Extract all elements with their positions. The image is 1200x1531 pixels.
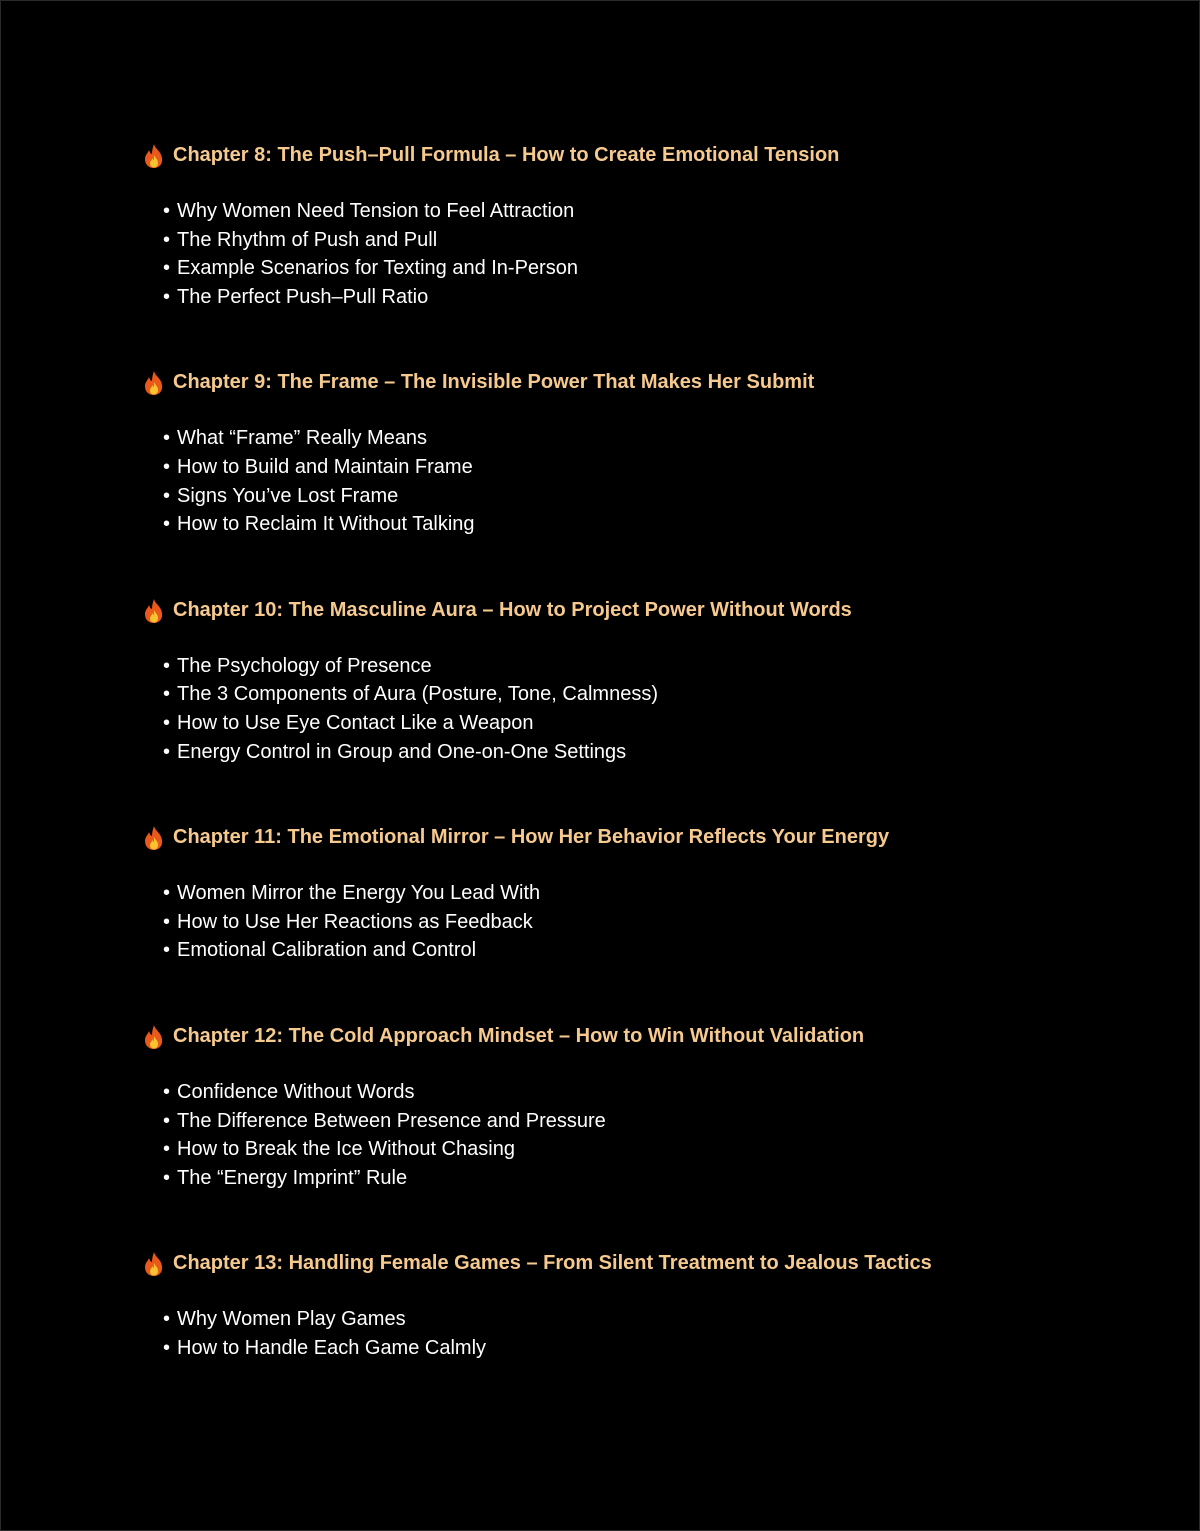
chapter-heading — [143, 822, 1143, 852]
chapter-heading — [143, 367, 1143, 397]
chapter-11 — [143, 822, 1143, 965]
list-item: • What “Frame” Really Means — [163, 424, 1143, 453]
list-item: • Energy Control in Group and One-on-One Settings — [163, 738, 1143, 767]
chapter-13 — [143, 1248, 1143, 1362]
section-spacer — [143, 311, 1143, 367]
section-spacer — [143, 539, 1143, 595]
list-item: • How to Break the Ice Without Chasing — [163, 1135, 1143, 1164]
chapter-title-text: Chapter 8: The Push–Pull Formula – How to Create Emotional Tension — [173, 144, 840, 166]
list-item: • Why Women Need Tension to Feel Attraction — [163, 197, 1143, 226]
list-item: • The Rhythm of Push and Pull — [163, 226, 1143, 255]
chapter-12 — [143, 1021, 1143, 1192]
chapter-list — [143, 140, 1143, 1362]
list-item: • How to Build and Maintain Frame — [163, 453, 1143, 482]
list-item: • Why Women Play Games — [163, 1305, 1143, 1334]
topic-list — [143, 879, 1143, 965]
list-item: • The Difference Between Presence and Pressure — [163, 1107, 1143, 1136]
topic-list — [143, 1078, 1143, 1192]
fire-icon — [143, 370, 165, 396]
chapter-heading — [143, 140, 1143, 170]
list-item: • The Perfect Push–Pull Ratio — [163, 283, 1143, 312]
list-item: • The “Energy Imprint” Rule — [163, 1164, 1143, 1193]
list-item: • How to Use Her Reactions as Feedback — [163, 908, 1143, 937]
chapter-title-text: Chapter 12: The Cold Approach Mindset – How to Win Without Validation — [173, 1024, 865, 1047]
list-item: • Emotional Calibration and Control — [163, 936, 1143, 965]
topic-list — [143, 424, 1143, 538]
list-item: • How to Use Eye Contact Like a Weapon — [163, 709, 1143, 738]
list-item: • The 3 Components of Aura (Posture, Tone, Calmness) — [163, 680, 1143, 709]
chapter-heading — [143, 595, 1143, 625]
chapter-10 — [143, 595, 1143, 766]
fire-icon — [143, 1251, 165, 1277]
chapter-title-text: Chapter 13: Handling Female Games – From Silent Treatment to Jealous Tactics — [173, 1252, 932, 1275]
chapter-title-text: Chapter 9: The Frame – The Invisible Power That Makes Her Submit — [173, 371, 815, 394]
topic-list — [143, 652, 1143, 766]
list-item: • The Psychology of Presence — [163, 652, 1143, 681]
list-item: • How to Handle Each Game Calmly — [163, 1334, 1143, 1363]
chapter-heading — [143, 1021, 1143, 1051]
fire-icon — [143, 143, 165, 169]
topic-list — [143, 197, 1143, 311]
list-item: • Confidence Without Words — [163, 1078, 1143, 1107]
list-item: • How to Reclaim It Without Talking — [163, 510, 1143, 539]
list-item: • Signs You’ve Lost Frame — [163, 482, 1143, 511]
chapter-9 — [143, 367, 1143, 538]
list-item: • Example Scenarios for Texting and In-Person — [163, 254, 1143, 283]
fire-icon — [143, 1024, 165, 1050]
chapter-heading — [143, 1248, 1143, 1278]
chapter-title-text: Chapter 10: The Masculine Aura – How to Project Power Without Words — [173, 598, 852, 621]
chapter-title-text: Chapter 11: The Emotional Mirror – How Her Behavior Reflects Your Energy — [173, 826, 890, 849]
chapter-8 — [143, 140, 1143, 311]
section-spacer — [143, 766, 1143, 822]
list-item: • Women Mirror the Energy You Lead With — [163, 879, 1143, 908]
fire-icon — [143, 598, 165, 624]
fire-icon — [143, 825, 165, 851]
section-spacer — [143, 965, 1143, 1021]
section-spacer — [143, 1192, 1143, 1248]
topic-list — [143, 1305, 1143, 1362]
